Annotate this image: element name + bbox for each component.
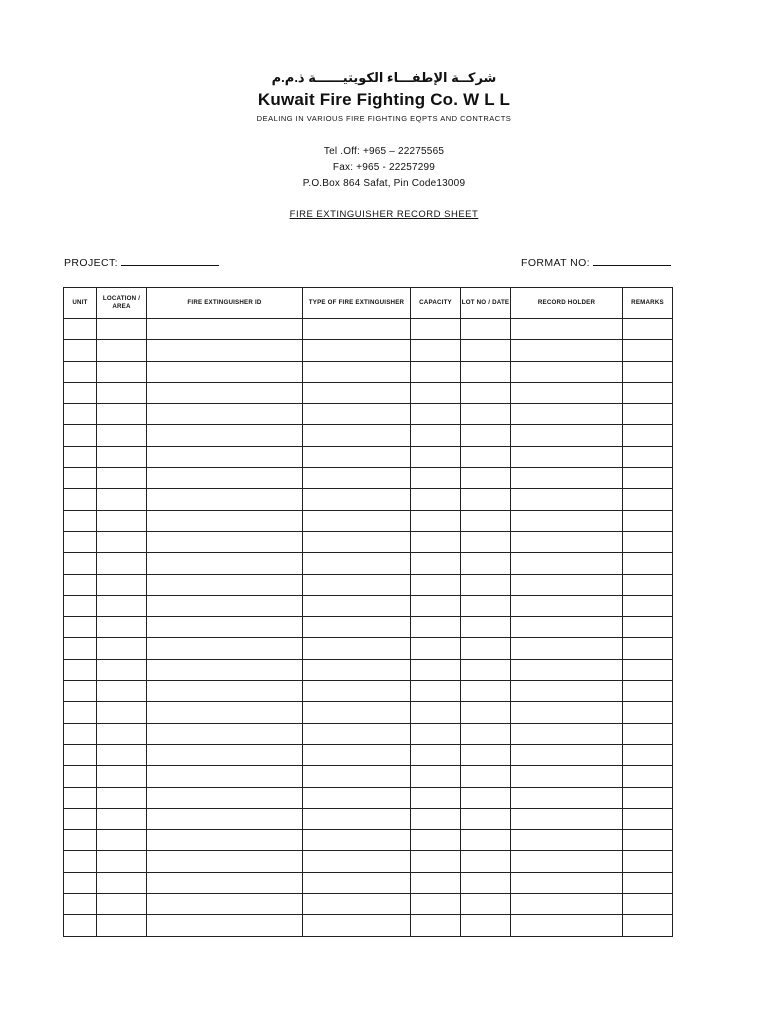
table-cell[interactable] bbox=[147, 830, 303, 851]
table-row bbox=[64, 723, 673, 744]
table-cell[interactable] bbox=[461, 595, 511, 616]
table-cell[interactable] bbox=[64, 553, 97, 574]
table-cell[interactable] bbox=[411, 638, 461, 659]
contact-pobox: P.O.Box 864 Safat, Pin Code13009 bbox=[302, 178, 466, 189]
table-cell[interactable] bbox=[303, 361, 411, 382]
table-cell[interactable] bbox=[511, 872, 623, 893]
table-row bbox=[64, 702, 673, 723]
table-cell[interactable] bbox=[303, 595, 411, 616]
table-cell[interactable] bbox=[97, 574, 147, 595]
table-cell[interactable] bbox=[623, 425, 673, 446]
table-cell[interactable] bbox=[64, 808, 97, 829]
table-cell[interactable] bbox=[147, 361, 303, 382]
table-cell[interactable] bbox=[461, 830, 511, 851]
table-cell[interactable] bbox=[97, 766, 147, 787]
table-cell[interactable] bbox=[303, 468, 411, 489]
table-cell[interactable] bbox=[97, 723, 147, 744]
table-cell[interactable] bbox=[411, 872, 461, 893]
table-cell[interactable] bbox=[461, 723, 511, 744]
table-cell[interactable] bbox=[97, 894, 147, 915]
table-cell[interactable] bbox=[511, 446, 623, 467]
table-cell[interactable] bbox=[411, 702, 461, 723]
table-cell[interactable] bbox=[64, 319, 97, 340]
table-cell[interactable] bbox=[147, 723, 303, 744]
table-cell[interactable] bbox=[97, 681, 147, 702]
table-cell[interactable] bbox=[97, 553, 147, 574]
table-cell[interactable] bbox=[623, 808, 673, 829]
table-cell[interactable] bbox=[147, 340, 303, 361]
table-row bbox=[64, 894, 673, 915]
table-cell[interactable] bbox=[97, 489, 147, 510]
company-arabic-name: شركــة الإطفـــاء الكويتيــــــة ذ.م.م bbox=[271, 70, 497, 85]
table-row bbox=[64, 830, 673, 851]
table-row bbox=[64, 340, 673, 361]
table-cell[interactable] bbox=[511, 574, 623, 595]
table-cell[interactable] bbox=[147, 510, 303, 531]
table-cell[interactable] bbox=[303, 553, 411, 574]
table-cell[interactable] bbox=[303, 787, 411, 808]
table-row bbox=[64, 681, 673, 702]
table-cell[interactable] bbox=[147, 531, 303, 552]
table-cell[interactable] bbox=[97, 787, 147, 808]
table-row bbox=[64, 851, 673, 872]
table-cell[interactable] bbox=[623, 468, 673, 489]
table-cell[interactable] bbox=[411, 531, 461, 552]
table-cell[interactable] bbox=[511, 404, 623, 425]
table-cell[interactable] bbox=[97, 468, 147, 489]
table-cell[interactable] bbox=[623, 595, 673, 616]
table-cell[interactable] bbox=[147, 659, 303, 680]
table-cell[interactable] bbox=[64, 404, 97, 425]
table-cell[interactable] bbox=[623, 574, 673, 595]
table-cell[interactable] bbox=[64, 872, 97, 893]
table-cell[interactable] bbox=[64, 702, 97, 723]
table-cell[interactable] bbox=[623, 361, 673, 382]
table-cell[interactable] bbox=[64, 595, 97, 616]
table-cell[interactable] bbox=[461, 915, 511, 936]
table-row bbox=[64, 361, 673, 382]
table-cell[interactable] bbox=[511, 681, 623, 702]
table-cell[interactable] bbox=[623, 638, 673, 659]
table-cell[interactable] bbox=[411, 617, 461, 638]
table-cell[interactable] bbox=[511, 553, 623, 574]
table-cell[interactable] bbox=[303, 531, 411, 552]
table-cell[interactable] bbox=[623, 510, 673, 531]
table-row bbox=[64, 404, 673, 425]
table-cell[interactable] bbox=[411, 595, 461, 616]
table-cell[interactable] bbox=[64, 723, 97, 744]
table-cell[interactable] bbox=[64, 340, 97, 361]
table-cell[interactable] bbox=[97, 702, 147, 723]
table-cell[interactable] bbox=[461, 361, 511, 382]
table-cell[interactable] bbox=[147, 702, 303, 723]
table-cell[interactable] bbox=[411, 659, 461, 680]
table-cell[interactable] bbox=[64, 851, 97, 872]
table-row bbox=[64, 531, 673, 552]
table-cell[interactable] bbox=[511, 723, 623, 744]
table-cell[interactable] bbox=[411, 915, 461, 936]
table-cell[interactable] bbox=[303, 872, 411, 893]
table-cell[interactable] bbox=[303, 404, 411, 425]
table-cell[interactable] bbox=[511, 531, 623, 552]
table-cell[interactable] bbox=[511, 617, 623, 638]
table-cell[interactable] bbox=[461, 872, 511, 893]
table-cell[interactable] bbox=[411, 766, 461, 787]
table-cell[interactable] bbox=[461, 851, 511, 872]
table-cell[interactable] bbox=[303, 808, 411, 829]
table-cell[interactable] bbox=[461, 659, 511, 680]
table-cell[interactable] bbox=[64, 766, 97, 787]
table-cell[interactable] bbox=[64, 382, 97, 403]
table-cell[interactable] bbox=[623, 702, 673, 723]
table-cell[interactable] bbox=[147, 808, 303, 829]
company-tagline: DEALING IN VARIOUS FIRE FIGHTING EQPTS AND CONTRACTS bbox=[256, 114, 512, 123]
table-cell[interactable] bbox=[303, 617, 411, 638]
table-cell[interactable] bbox=[511, 915, 623, 936]
table-cell[interactable] bbox=[411, 787, 461, 808]
table-cell[interactable] bbox=[147, 617, 303, 638]
col-header-lot-no-date: LOT NO / DATE bbox=[461, 288, 511, 319]
table-cell[interactable] bbox=[461, 319, 511, 340]
table-cell[interactable] bbox=[511, 702, 623, 723]
table-cell[interactable] bbox=[64, 915, 97, 936]
table-cell[interactable] bbox=[511, 361, 623, 382]
table-cell[interactable] bbox=[303, 744, 411, 765]
table-cell[interactable] bbox=[461, 489, 511, 510]
col-header-remarks: REMARKS bbox=[623, 288, 673, 319]
table-cell[interactable] bbox=[97, 446, 147, 467]
table-cell[interactable] bbox=[461, 766, 511, 787]
col-header-fire-extinguisher-id: FIRE EXTINGUISHER ID bbox=[147, 288, 303, 319]
table-cell[interactable] bbox=[411, 404, 461, 425]
table-cell[interactable] bbox=[97, 915, 147, 936]
table-cell[interactable] bbox=[411, 319, 461, 340]
table-cell[interactable] bbox=[97, 340, 147, 361]
project-blank-line[interactable] bbox=[121, 257, 219, 266]
sheet-title: FIRE EXTINGUISHER RECORD SHEET bbox=[289, 209, 479, 220]
table-cell[interactable] bbox=[303, 319, 411, 340]
table-cell[interactable] bbox=[511, 319, 623, 340]
table-cell[interactable] bbox=[97, 531, 147, 552]
table-cell[interactable] bbox=[147, 404, 303, 425]
table-row bbox=[64, 553, 673, 574]
table-cell[interactable] bbox=[511, 808, 623, 829]
table-cell[interactable] bbox=[411, 553, 461, 574]
table-cell[interactable] bbox=[303, 489, 411, 510]
table-cell[interactable] bbox=[303, 340, 411, 361]
table-cell[interactable] bbox=[147, 787, 303, 808]
table-cell[interactable] bbox=[623, 894, 673, 915]
table-cell[interactable] bbox=[97, 361, 147, 382]
format-no-label: FORMAT NO: bbox=[521, 257, 590, 269]
table-cell[interactable] bbox=[461, 617, 511, 638]
table-cell[interactable] bbox=[511, 382, 623, 403]
table-cell[interactable] bbox=[623, 617, 673, 638]
table-cell[interactable] bbox=[623, 319, 673, 340]
table-cell[interactable] bbox=[64, 681, 97, 702]
col-header-location-area: LOCATION / AREA bbox=[97, 288, 147, 319]
table-cell[interactable] bbox=[64, 531, 97, 552]
table-cell[interactable] bbox=[147, 872, 303, 893]
table-cell[interactable] bbox=[461, 787, 511, 808]
table-row bbox=[64, 659, 673, 680]
record-table bbox=[63, 287, 673, 937]
record-table-body bbox=[64, 319, 673, 937]
table-cell[interactable] bbox=[147, 425, 303, 446]
table-cell[interactable] bbox=[303, 446, 411, 467]
table-cell[interactable] bbox=[97, 638, 147, 659]
table-row bbox=[64, 319, 673, 340]
table-row bbox=[64, 744, 673, 765]
table-cell[interactable] bbox=[64, 830, 97, 851]
table-cell[interactable] bbox=[64, 894, 97, 915]
table-cell[interactable] bbox=[411, 808, 461, 829]
table-cell[interactable] bbox=[411, 510, 461, 531]
table-cell[interactable] bbox=[461, 553, 511, 574]
table-cell[interactable] bbox=[97, 595, 147, 616]
table-cell[interactable] bbox=[147, 681, 303, 702]
table-cell[interactable] bbox=[511, 830, 623, 851]
table-cell[interactable] bbox=[411, 830, 461, 851]
table-cell[interactable] bbox=[511, 489, 623, 510]
contact-fax: Fax: +965 - 22257299 bbox=[332, 162, 436, 173]
table-cell[interactable] bbox=[97, 830, 147, 851]
table-cell[interactable] bbox=[623, 872, 673, 893]
table-row bbox=[64, 808, 673, 829]
table-cell[interactable] bbox=[97, 872, 147, 893]
table-cell[interactable] bbox=[461, 425, 511, 446]
table-row bbox=[64, 446, 673, 467]
table-cell[interactable] bbox=[461, 681, 511, 702]
format-no-blank-line[interactable] bbox=[593, 257, 671, 266]
table-cell[interactable] bbox=[461, 382, 511, 403]
table-cell[interactable] bbox=[623, 915, 673, 936]
table-cell[interactable] bbox=[147, 638, 303, 659]
table-cell[interactable] bbox=[147, 489, 303, 510]
table-cell[interactable] bbox=[303, 894, 411, 915]
table-cell[interactable] bbox=[511, 894, 623, 915]
table-cell[interactable] bbox=[147, 319, 303, 340]
table-cell[interactable] bbox=[623, 340, 673, 361]
table-row bbox=[64, 872, 673, 893]
table-cell[interactable] bbox=[303, 510, 411, 531]
table-cell[interactable] bbox=[303, 638, 411, 659]
table-row bbox=[64, 510, 673, 531]
table-cell[interactable] bbox=[623, 766, 673, 787]
table-cell[interactable] bbox=[64, 468, 97, 489]
table-cell[interactable] bbox=[147, 894, 303, 915]
table-cell[interactable] bbox=[511, 340, 623, 361]
table-cell[interactable] bbox=[511, 468, 623, 489]
table-cell[interactable] bbox=[64, 638, 97, 659]
table-cell[interactable] bbox=[623, 851, 673, 872]
table-row bbox=[64, 595, 673, 616]
table-row bbox=[64, 638, 673, 659]
table-cell[interactable] bbox=[623, 382, 673, 403]
table-cell[interactable] bbox=[623, 830, 673, 851]
table-cell[interactable] bbox=[147, 915, 303, 936]
table-cell[interactable] bbox=[461, 446, 511, 467]
table-cell[interactable] bbox=[623, 553, 673, 574]
table-cell[interactable] bbox=[64, 744, 97, 765]
table-cell[interactable] bbox=[97, 404, 147, 425]
table-cell[interactable] bbox=[461, 744, 511, 765]
table-cell[interactable] bbox=[411, 681, 461, 702]
table-cell[interactable] bbox=[147, 553, 303, 574]
table-cell[interactable] bbox=[97, 659, 147, 680]
table-cell[interactable] bbox=[64, 617, 97, 638]
table-cell[interactable] bbox=[97, 382, 147, 403]
table-cell[interactable] bbox=[461, 510, 511, 531]
table-cell[interactable] bbox=[461, 531, 511, 552]
table-cell[interactable] bbox=[623, 446, 673, 467]
table-cell[interactable] bbox=[147, 766, 303, 787]
table-cell[interactable] bbox=[147, 851, 303, 872]
table-row bbox=[64, 468, 673, 489]
table-cell[interactable] bbox=[303, 830, 411, 851]
col-header-record-holder: RECORD HOLDER bbox=[511, 288, 623, 319]
project-label: PROJECT: bbox=[64, 257, 118, 269]
table-cell[interactable] bbox=[623, 531, 673, 552]
table-cell[interactable] bbox=[64, 446, 97, 467]
table-row bbox=[64, 766, 673, 787]
table-cell[interactable] bbox=[64, 361, 97, 382]
table-cell[interactable] bbox=[411, 851, 461, 872]
table-cell[interactable] bbox=[97, 744, 147, 765]
table-row bbox=[64, 617, 673, 638]
table-cell[interactable] bbox=[147, 574, 303, 595]
table-cell[interactable] bbox=[303, 702, 411, 723]
table-cell[interactable] bbox=[303, 766, 411, 787]
table-row bbox=[64, 382, 673, 403]
table-cell[interactable] bbox=[411, 425, 461, 446]
table-cell[interactable] bbox=[303, 659, 411, 680]
table-cell[interactable] bbox=[303, 574, 411, 595]
table-cell[interactable] bbox=[411, 744, 461, 765]
table-cell[interactable] bbox=[461, 702, 511, 723]
table-cell[interactable] bbox=[511, 425, 623, 446]
table-row bbox=[64, 787, 673, 808]
table-cell[interactable] bbox=[511, 744, 623, 765]
table-cell[interactable] bbox=[461, 638, 511, 659]
project-field bbox=[64, 257, 219, 269]
table-cell[interactable] bbox=[411, 489, 461, 510]
table-cell[interactable] bbox=[97, 808, 147, 829]
table-cell[interactable] bbox=[147, 744, 303, 765]
table-cell[interactable] bbox=[623, 681, 673, 702]
table-cell[interactable] bbox=[303, 425, 411, 446]
table-cell[interactable] bbox=[147, 595, 303, 616]
table-cell[interactable] bbox=[411, 723, 461, 744]
table-cell[interactable] bbox=[623, 744, 673, 765]
table-cell[interactable] bbox=[97, 510, 147, 531]
table-cell[interactable] bbox=[303, 681, 411, 702]
table-cell[interactable] bbox=[64, 659, 97, 680]
table-cell[interactable] bbox=[411, 574, 461, 595]
table-cell[interactable] bbox=[147, 382, 303, 403]
table-row bbox=[64, 574, 673, 595]
table-cell[interactable] bbox=[411, 468, 461, 489]
company-name: Kuwait Fire Fighting Co. W L L bbox=[257, 90, 511, 109]
table-cell[interactable] bbox=[97, 319, 147, 340]
table-row bbox=[64, 489, 673, 510]
table-cell[interactable] bbox=[511, 638, 623, 659]
table-header-row bbox=[64, 288, 673, 319]
table-cell[interactable] bbox=[64, 489, 97, 510]
format-no-field bbox=[521, 257, 671, 269]
table-cell[interactable] bbox=[461, 468, 511, 489]
table-cell[interactable] bbox=[411, 361, 461, 382]
table-cell[interactable] bbox=[511, 595, 623, 616]
table-cell[interactable] bbox=[623, 489, 673, 510]
table-cell[interactable] bbox=[97, 617, 147, 638]
table-cell[interactable] bbox=[64, 425, 97, 446]
table-cell[interactable] bbox=[147, 468, 303, 489]
table-cell[interactable] bbox=[147, 446, 303, 467]
table-cell[interactable] bbox=[64, 510, 97, 531]
table-cell[interactable] bbox=[461, 404, 511, 425]
table-cell[interactable] bbox=[64, 574, 97, 595]
table-cell[interactable] bbox=[511, 787, 623, 808]
table-cell[interactable] bbox=[411, 340, 461, 361]
table-cell[interactable] bbox=[97, 851, 147, 872]
table-cell[interactable] bbox=[64, 787, 97, 808]
table-cell[interactable] bbox=[623, 723, 673, 744]
table-cell[interactable] bbox=[461, 574, 511, 595]
table-cell[interactable] bbox=[623, 404, 673, 425]
table-cell[interactable] bbox=[461, 808, 511, 829]
table-cell[interactable] bbox=[303, 723, 411, 744]
table-cell[interactable] bbox=[97, 425, 147, 446]
table-row bbox=[64, 915, 673, 936]
table-cell[interactable] bbox=[511, 659, 623, 680]
table-cell[interactable] bbox=[303, 915, 411, 936]
table-cell[interactable] bbox=[303, 851, 411, 872]
table-cell[interactable] bbox=[411, 382, 461, 403]
table-cell[interactable] bbox=[511, 851, 623, 872]
table-cell[interactable] bbox=[511, 510, 623, 531]
col-header-unit: UNIT bbox=[64, 288, 97, 319]
table-row bbox=[64, 425, 673, 446]
table-cell[interactable] bbox=[411, 446, 461, 467]
table-cell[interactable] bbox=[623, 659, 673, 680]
contact-tel: Tel .Off: +965 – 22275565 bbox=[323, 146, 445, 157]
table-cell[interactable] bbox=[461, 340, 511, 361]
col-header-type: TYPE OF FIRE EXTINGUISHER bbox=[303, 288, 411, 319]
table-cell[interactable] bbox=[411, 894, 461, 915]
table-cell[interactable] bbox=[303, 382, 411, 403]
col-header-capacity: CAPACITY bbox=[411, 288, 461, 319]
table-cell[interactable] bbox=[623, 787, 673, 808]
table-cell[interactable] bbox=[511, 766, 623, 787]
table-cell[interactable] bbox=[461, 894, 511, 915]
